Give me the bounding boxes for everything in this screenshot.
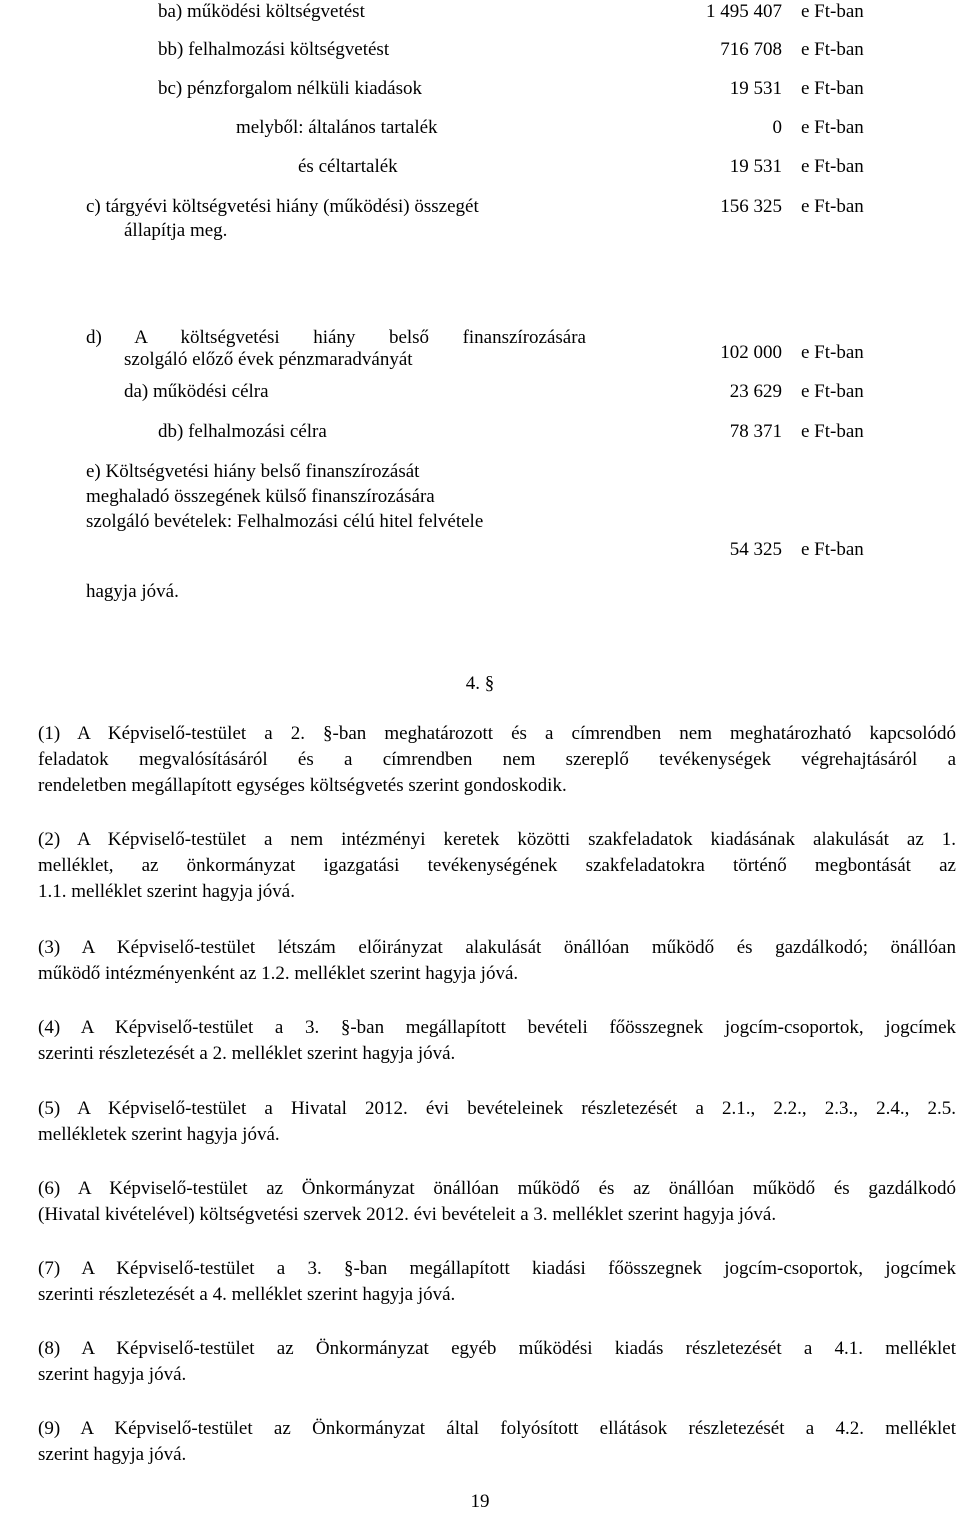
row-label: és céltartalék xyxy=(298,156,398,177)
row-unit: e Ft-ban xyxy=(801,156,864,177)
paragraph-8 xyxy=(38,1336,956,1388)
paragraph-2 xyxy=(38,827,956,905)
row-label: ba) működési költségvetést xyxy=(158,1,365,22)
row-label: melyből: általános tartalék xyxy=(236,117,438,138)
paragraph-5-line: mellékletek szerint hagyja jóvá. xyxy=(38,1124,280,1145)
paragraph-9 xyxy=(38,1416,956,1468)
paragraph-1 xyxy=(38,721,956,799)
item-d xyxy=(86,326,586,370)
row-label: db) felhalmozási célra xyxy=(158,421,327,442)
paragraph-6-line: (Hivatal kivételével) költségvetési szervek 2012. évi bevételeit a 3. melléklet szerint hagyja jóvá. xyxy=(38,1204,777,1225)
paragraph-5 xyxy=(38,1096,956,1148)
row-label: bb) felhalmozási költségvetést xyxy=(158,39,390,60)
paragraph-3 xyxy=(38,935,956,987)
paragraph-4-line: (4) A Képviselő-testület a 3. §-ban megállapított bevételi főösszegnek jogcím-csoportok, jogcímek xyxy=(38,1017,956,1038)
item-e-line3: szolgáló bevételek: Felhalmozási célú hitel felvétele xyxy=(86,511,484,532)
row-amount: 54 325 xyxy=(729,539,782,560)
row-label: bc) pénzforgalom nélküli kiadások xyxy=(158,78,422,99)
paragraph-1-line: rendeletben megállapított egységes költségvetés szerint gondoskodik. xyxy=(38,775,567,796)
row-unit: e Ft-ban xyxy=(801,342,864,363)
paragraph-9-line: szerint hagyja jóvá. xyxy=(38,1444,187,1465)
paragraph-2-line: melléklet, az önkormányzat igazgatási tevékenységének szakfeladatokra történő megbontását az xyxy=(38,855,956,876)
row-amount: 19 531 xyxy=(729,156,782,177)
paragraph-3-line: működő intézményenként az 1.2. melléklet szerint hagyja jóvá. xyxy=(38,963,519,984)
paragraph-1-line: (1) A Képviselő-testület a 2. §-ban meghatározott és a címrendben nem meghatározható kapcsolódó xyxy=(38,723,956,744)
item-c-line1: c) tárgyévi költségvetési hiány (működési) összegét xyxy=(86,196,479,217)
row-unit: e Ft-ban xyxy=(801,539,864,560)
row-unit: e Ft-ban xyxy=(801,1,864,22)
item-e xyxy=(86,459,483,534)
paragraph-3-line: (3) A Képviselő-testület létszám előirányzat alakulását önállóan működő és gazdálkodó; önállóan xyxy=(38,937,956,958)
paragraph-6-line: (6) A Képviselő-testület az Önkormányzat önállóan működő és az önállóan működő és gazdálkodó xyxy=(38,1178,956,1199)
item-d-line2: szolgáló előző évek pénzmaradványát xyxy=(124,349,413,370)
row-label: da) működési célra xyxy=(124,381,269,402)
paragraph-7-line: szerinti részletezését a 4. melléklet szerint hagyja jóvá. xyxy=(38,1284,456,1305)
row-unit: e Ft-ban xyxy=(801,39,864,60)
paragraph-8-line: szerint hagyja jóvá. xyxy=(38,1364,187,1385)
item-e-line1: e) Költségvetési hiány belső finanszírozását xyxy=(86,461,420,482)
section-heading: 4. § xyxy=(465,673,495,694)
row-unit: e Ft-ban xyxy=(801,78,864,99)
row-amount: 1 495 407 xyxy=(706,1,782,22)
paragraph-2-line: 1.1. melléklet szerint hagyja jóvá. xyxy=(38,881,295,902)
paragraph-7 xyxy=(38,1256,956,1308)
row-amount: 0 xyxy=(772,117,782,138)
row-amount: 156 325 xyxy=(720,196,782,217)
item-c-line2: állapítja meg. xyxy=(124,220,228,241)
paragraph-4-line: szerinti részletezését a 2. melléklet szerint hagyja jóvá. xyxy=(38,1043,456,1064)
row-unit: e Ft-ban xyxy=(801,117,864,138)
paragraph-4 xyxy=(38,1015,956,1067)
item-c xyxy=(86,195,586,243)
row-unit: e Ft-ban xyxy=(801,196,864,217)
paragraph-6 xyxy=(38,1176,956,1228)
row-amount: 102 000 xyxy=(720,342,782,363)
paragraph-9-line: (9) A Képviselő-testület az Önkormányzat által folyósított ellátások részletezését a 4.2. melléklet xyxy=(38,1418,956,1439)
paragraph-2-line: (2) A Képviselő-testület a nem intézményi keretek közötti szakfeladatok kiadásának alakulását az 1. xyxy=(38,829,956,850)
row-unit: e Ft-ban xyxy=(801,381,864,402)
item-d-line1: d) A költségvetési hiány belső finanszírozására xyxy=(86,327,586,348)
paragraph-7-line: (7) A Képviselő-testület a 3. §-ban megállapított kiadási főösszegnek jogcím-csoportok, jogcímek xyxy=(38,1258,956,1279)
item-e-line2: meghaladó összegének külső finanszírozására xyxy=(86,486,435,507)
page-number: 19 xyxy=(470,1491,490,1512)
row-amount: 78 371 xyxy=(729,421,782,442)
row-unit: e Ft-ban xyxy=(801,421,864,442)
row-amount: 716 708 xyxy=(720,39,782,60)
approval-text: hagyja jóvá. xyxy=(86,581,179,602)
row-amount: 23 629 xyxy=(729,381,782,402)
row-amount: 19 531 xyxy=(729,78,782,99)
paragraph-8-line: (8) A Képviselő-testület az Önkormányzat egyéb működési kiadás részletezését a 4.1. melléklet xyxy=(38,1338,956,1359)
paragraph-1-line: feladatok megvalósításáról és a címrendben nem szereplő tevékenységek végrehajtásáról a xyxy=(38,749,956,770)
paragraph-5-line: (5) A Képviselő-testület a Hivatal 2012. évi bevételeinek részletezését a 2.1., 2.2., 2.3., 2.4., 2.5. xyxy=(38,1098,956,1119)
